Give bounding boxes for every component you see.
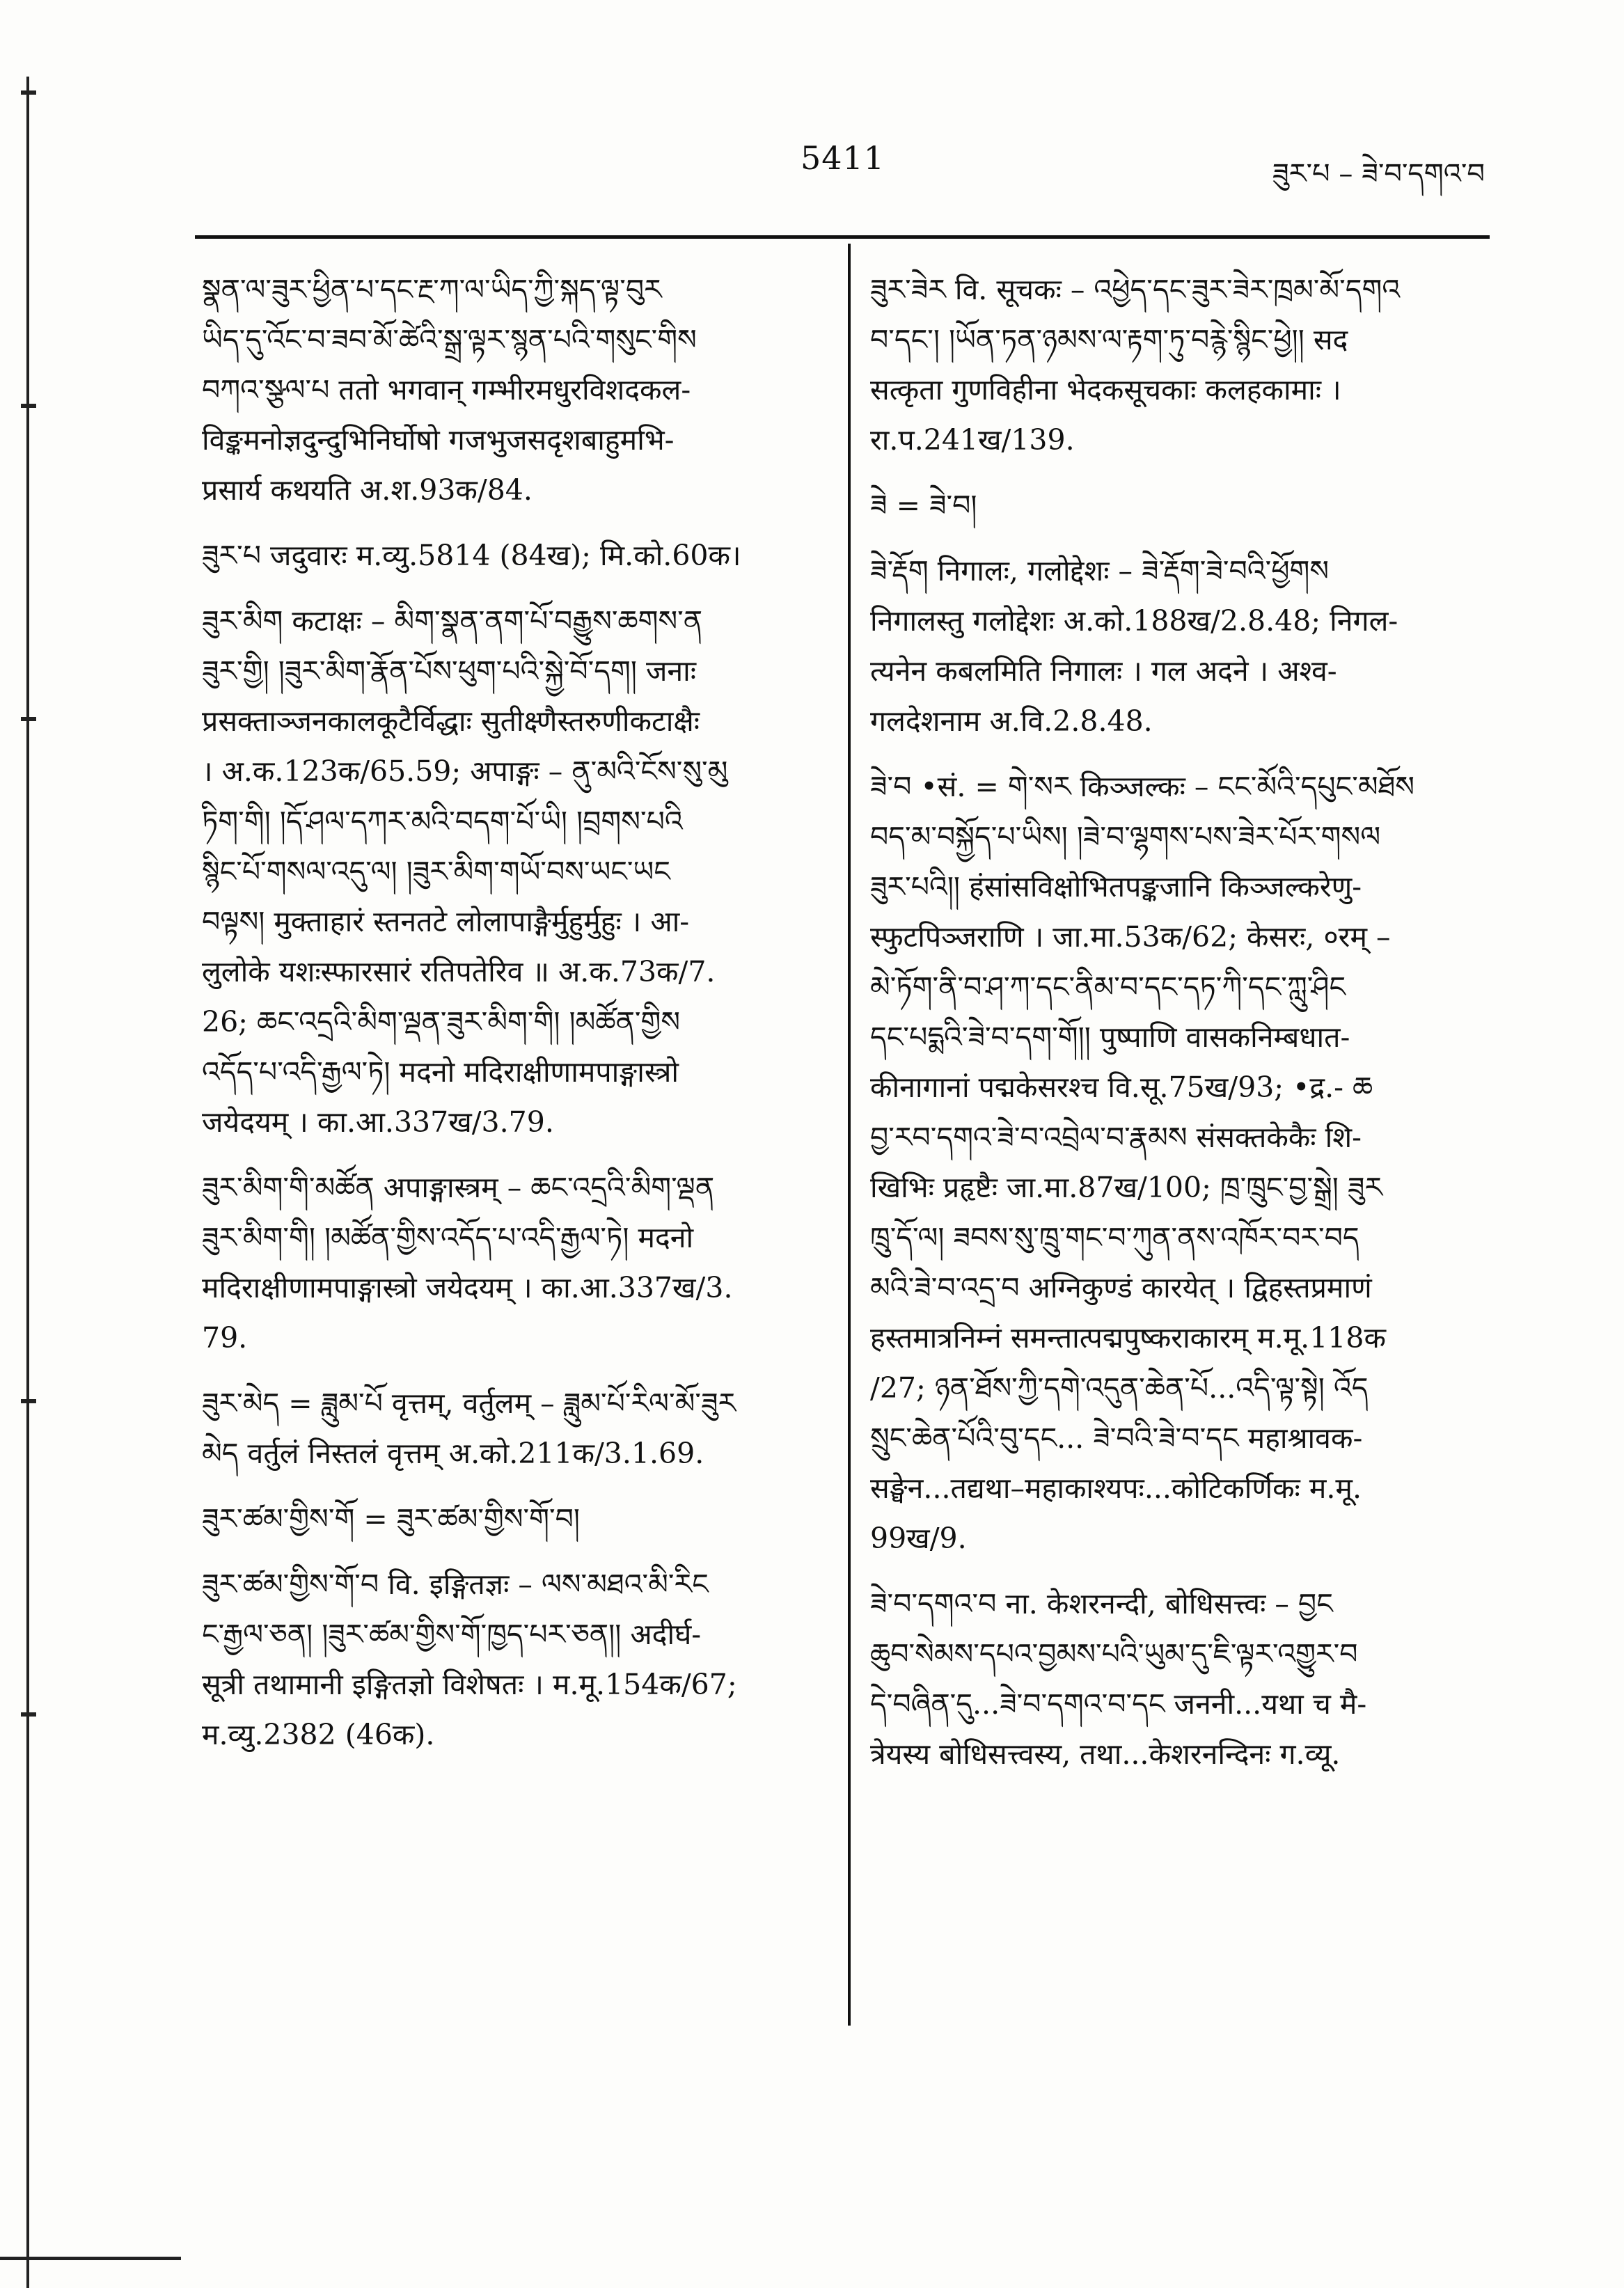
dictionary-entry: [870, 480, 1490, 530]
dictionary-entry: [202, 1494, 828, 1544]
entry-line: ཟུར་ཚམ་གྱིས་གོ = ཟུར་ཚམ་གྱིས་གོ་བ།: [202, 1502, 581, 1536]
column-divider: [848, 244, 851, 2026]
scan-bottom-edge: [0, 2257, 181, 2260]
entry-line: ཟེ་བ་དགའ་བ ना. केशरनन्दी, बोधिसत्त्वः – བྱང: [870, 1587, 1333, 1620]
dictionary-entry: [870, 546, 1490, 746]
entry-line: བད་མ་བསྐྱོད་པ་ཡིས། །ཟེ་བ་ལྷགས་པས་ཟེར་པོར་གསལ: [870, 820, 1381, 853]
entry-line: 26; ཆང་འདྲའི་མིག་ལྡན་ཟུར་མིག་གི། །མཚོན་གྱིས: [202, 1005, 681, 1039]
entry-line: མའི་ཟེ་བ་འདྲ་བ अग्निकुण्डं कारयेत् । द्विहस्तप्रमाणं: [870, 1271, 1372, 1304]
right-column: [870, 265, 1490, 1794]
entry-line: བ་དང་། །ཡོན་ཏན་ཉམས་ལ་རྟག་ཏུ་བརྙེ་སྙིང་ཕྱེ།། सद: [870, 323, 1348, 356]
page-header: [0, 132, 1624, 202]
entry-line: མེ་ཏོག་ནི་བ་ཤ་ཀ་དང་ནིམ་བ་དང་དཏ་ཀི་དང་ཀླུ་ཤིང: [870, 970, 1346, 1004]
entry-line: हस्तमात्रनिम्नं समन्तात्पद्मपुष्कराकारम् म.मू.118क: [870, 1321, 1386, 1355]
entry-line: ཟུར་མིག་གི་མཚོན अपाङ्गास्त्रम् – ཆང་འདྲའི་མིག་ལྡན: [202, 1171, 715, 1204]
entry-line: འདོད་པ་འདི་རྒྱལ་ཏེ། मदनो मदिराक्षीणामपाङ्गास्त्रो: [202, 1055, 679, 1089]
dictionary-entry: [202, 1559, 828, 1760]
entry-line: सत्कृता गुणविहीना भेदकसूचकाः कलहकामाः ।: [870, 373, 1341, 407]
entry-line: 99ख/9.: [870, 1522, 967, 1555]
entry-line: गलदेशनाम अ.वि.2.8.48.: [870, 704, 1153, 738]
entry-line: निगालस्तु गलोद्देशः अ.को.188ख/2.8.48; निगल-: [870, 604, 1398, 638]
entry-line: ཟུར་མེད = ཟླུམ་པོ वृत्तम्, वर्तुलम् – ཟླུམ་པོ་རིལ་མོ་ཟུར: [202, 1387, 736, 1420]
entry-line: ཟུར་མིག་གི། །མཚོན་གྱིས་འདོད་པ་འདི་རྒྱལ་ཏེ། मदनो: [202, 1221, 694, 1254]
entry-line: དང་པདྨའི་ཟེ་བ་དག་གོ།། पुष्पाणि वासकनिम्बधात-: [870, 1020, 1350, 1054]
entry-line: त्यनेन कबलमिति निगालः । गल अदने । अश्व-: [870, 654, 1337, 688]
running-head: ཟུར་པ – ཟེ་བ་དགའ་བ: [1272, 158, 1485, 190]
entry-line: म.व्यु.2382 (46क).: [202, 1718, 435, 1751]
entry-line: प्रसक्ताञ्जनकालकूटैर्विद्धाः सुतीक्ष्णैस्तरुणीकटाक्षैः: [202, 704, 700, 738]
entry-line: བྱ་རབ་དགའ་ཟེ་བ་འབྲེལ་བ་རྣམས संसक्तकेकैः शि-: [870, 1121, 1362, 1154]
entry-line: ཁྲུ་དོ་ལ། ཟབས་སུ་ཁྲུ་གང་བ་ཀུན་ནས་འཁོར་བར་བད: [870, 1221, 1359, 1254]
entry-line: དེ་བཞིན་དུ...ཟེ་བ་དགའ་བ་དང जननी...यथा च मै-: [870, 1687, 1367, 1721]
entry-line: ང་རྒྱལ་ཅན། །ཟུར་ཚམ་གྱིས་གོ་ཁྱད་པར་ཅན།། अदीर्घ-: [202, 1618, 702, 1651]
entry-line: सूत्री तथामानी इङ्गितज्ञो विशेषतः । म.मू.154क/67;: [202, 1668, 737, 1701]
entry-line: प्रसार्य कथयति अ.श.93क/84.: [202, 473, 533, 507]
entry-line: जयेदयम् । का.आ.337ख/3.79.: [202, 1105, 554, 1139]
dictionary-entry: [870, 1579, 1490, 1779]
entry-line: कीनागानां पद्मकेसरश्च वि.सू.75ख/93; •द्र.- ཆ: [870, 1071, 1373, 1104]
entry-line: सङ्घेन...तद्यथा–महाकाश्यपः...कोटिकर्णिकः म.मू.: [870, 1472, 1362, 1505]
entry-line: ཏིག་གི། །དོ་ཤལ་དཀར་མའི་བདག་པོ་ཡི། །བྲགས་པའི: [202, 805, 683, 838]
entry-line: ཟུར་ཚམ་གྱིས་གོ་བ वि. इङ्गितज्ञः – ལས་མཐའ་མི་རིང: [202, 1568, 709, 1601]
entry-line: ཟུར་ཟེར वि. सूचकः – འཕྱེད་དང་ཟུར་ཟེར་ཁྲམ་མོ་དགའ: [870, 273, 1401, 306]
entry-line: སྙིང་པོ་གསལ་འདུ་ལ། །ཟུར་མིག་གཡོ་བས་ཡང་ཡང: [202, 855, 670, 888]
entry-line: ཟུར་པའི།། हंसांसविक्षोभितपङ्कजानि किञ्जल्करेणु-: [870, 870, 1362, 904]
scan-mark: [21, 1712, 36, 1717]
entry-line: विङ्कमनोज्ञदुन्दुभिनिर्घोषो गजभुजसदृशबाहुमभि-: [202, 423, 675, 457]
dictionary-entry: [870, 762, 1490, 1563]
dictionary-entry: [202, 1378, 828, 1478]
entry-line: लुलोके यशःस्फारसारं रतिपतेरिव ॥ अ.क.73क/7.: [202, 955, 716, 988]
entry-line: སྲུང་ཆེན་པོའི་བུ་དང... ཟེ་བའི་ཟེ་བ་དང महाश्रावक-: [870, 1421, 1363, 1455]
entry-line: ཟེ = ཟེ་བ།: [870, 489, 977, 522]
scan-mark: [21, 90, 36, 95]
dictionary-entry: [870, 265, 1490, 465]
entry-line: ཟུར་གྱི། །ཟུར་མིག་རྣོན་པོས་ཕུག་པའི་སྐྱེ་བོ་དག། जनाः: [202, 654, 697, 688]
entry-line: रा.प.241ख/139.: [870, 423, 1075, 457]
scan-mark: [21, 404, 36, 408]
scan-mark: [21, 1399, 36, 1403]
entry-line: བཀའ་སྩལ་པ ततो भगवान् गम्भीरमधुरविशदकल-: [202, 373, 691, 407]
entry-line: स्फुटपिञ्जराणि । जा.मा.53क/62; केसरः, ०रम् –: [870, 920, 1391, 954]
dictionary-entry: [202, 265, 828, 515]
dictionary-entry: [202, 596, 828, 1147]
scan-mark: [21, 717, 36, 721]
entry-line: । अ.क.123क/65.59; अपाङ्गः – ནུ་མའི་ངོས་སུ་མུ: [202, 755, 728, 788]
entry-line: མེད वर्तुलं निस्तलं वृत्तम् अ.को.211क/3.1.69.: [202, 1437, 704, 1470]
entry-line: སྣན་ལ་ཟུར་ཕྱིན་པ་དང་རྔ་ཀ་ལ་ཡིད་ཀྱི་སྐད་ལྟ་བུར: [202, 273, 662, 306]
entry-line: ཟེ་བ •सं. = གེ་སར किञ्जल्कः – ངང་མོའི་དཔུང་མཐོས: [870, 770, 1415, 803]
entry-line: ཡིད་དུ་འོང་བ་ཟབ་མོ་ཚེའི་སྒྲ་ལྟར་སྙན་པའི་གསུང་གིས: [202, 323, 697, 356]
entry-line: བལྟས། मुक्ताहारं स्तनतटे लोलापाङ्गैर्मुहुर्मुहुः । आ-: [202, 905, 690, 938]
header-rule: [195, 235, 1490, 239]
entry-line: त्रेयस्य बोधिसत्त्वस्य, तथा...केशरनन्दिनः ग.व्यू.: [870, 1737, 1341, 1771]
page-number: 5411: [801, 139, 885, 177]
entry-line: खिभिः प्रहृष्टैः जा.मा.87ख/100; ཁྲ་ཁྲུང་བྱ་སྒྲེ། ཟུར: [870, 1171, 1382, 1204]
entry-line: ཟེ་རྡོག निगालः, गलोद्देशः – ཟེ་རྡོག་ཟེ་བའི་ཕྱོགས: [870, 554, 1330, 587]
left-column: [202, 265, 828, 1775]
dictionary-entry: [202, 530, 828, 581]
entry-line: ཟུར་པ जदुवारः म.व्यु.5814 (84ख); मि.को.60क।: [202, 539, 741, 572]
entry-line: 79.: [202, 1321, 248, 1355]
entry-line: ཟུར་མིག कटाक्षः – མིག་སྣན་ནག་པོ་བརྒྱུས་ཆགས་ན: [202, 604, 703, 638]
entry-line: /27; ཉན་ཐོས་ཀྱི་དགེ་འདུན་ཆེན་པོ...འདི་ལྟ་སྟེ། འོད: [870, 1371, 1369, 1405]
entry-line: मदिराक्षीणामपाङ्गास्त्रो जयेदयम् । का.आ.337ख/3.: [202, 1271, 733, 1304]
dictionary-entry: [202, 1162, 828, 1363]
entry-line: ཆུབ་སེམས་དཔའ་བྱམས་པའི་ཡུམ་དུ་ཇི་ལྟར་འགྱུར་བ: [870, 1637, 1358, 1671]
scan-left-edge: [26, 77, 29, 2288]
